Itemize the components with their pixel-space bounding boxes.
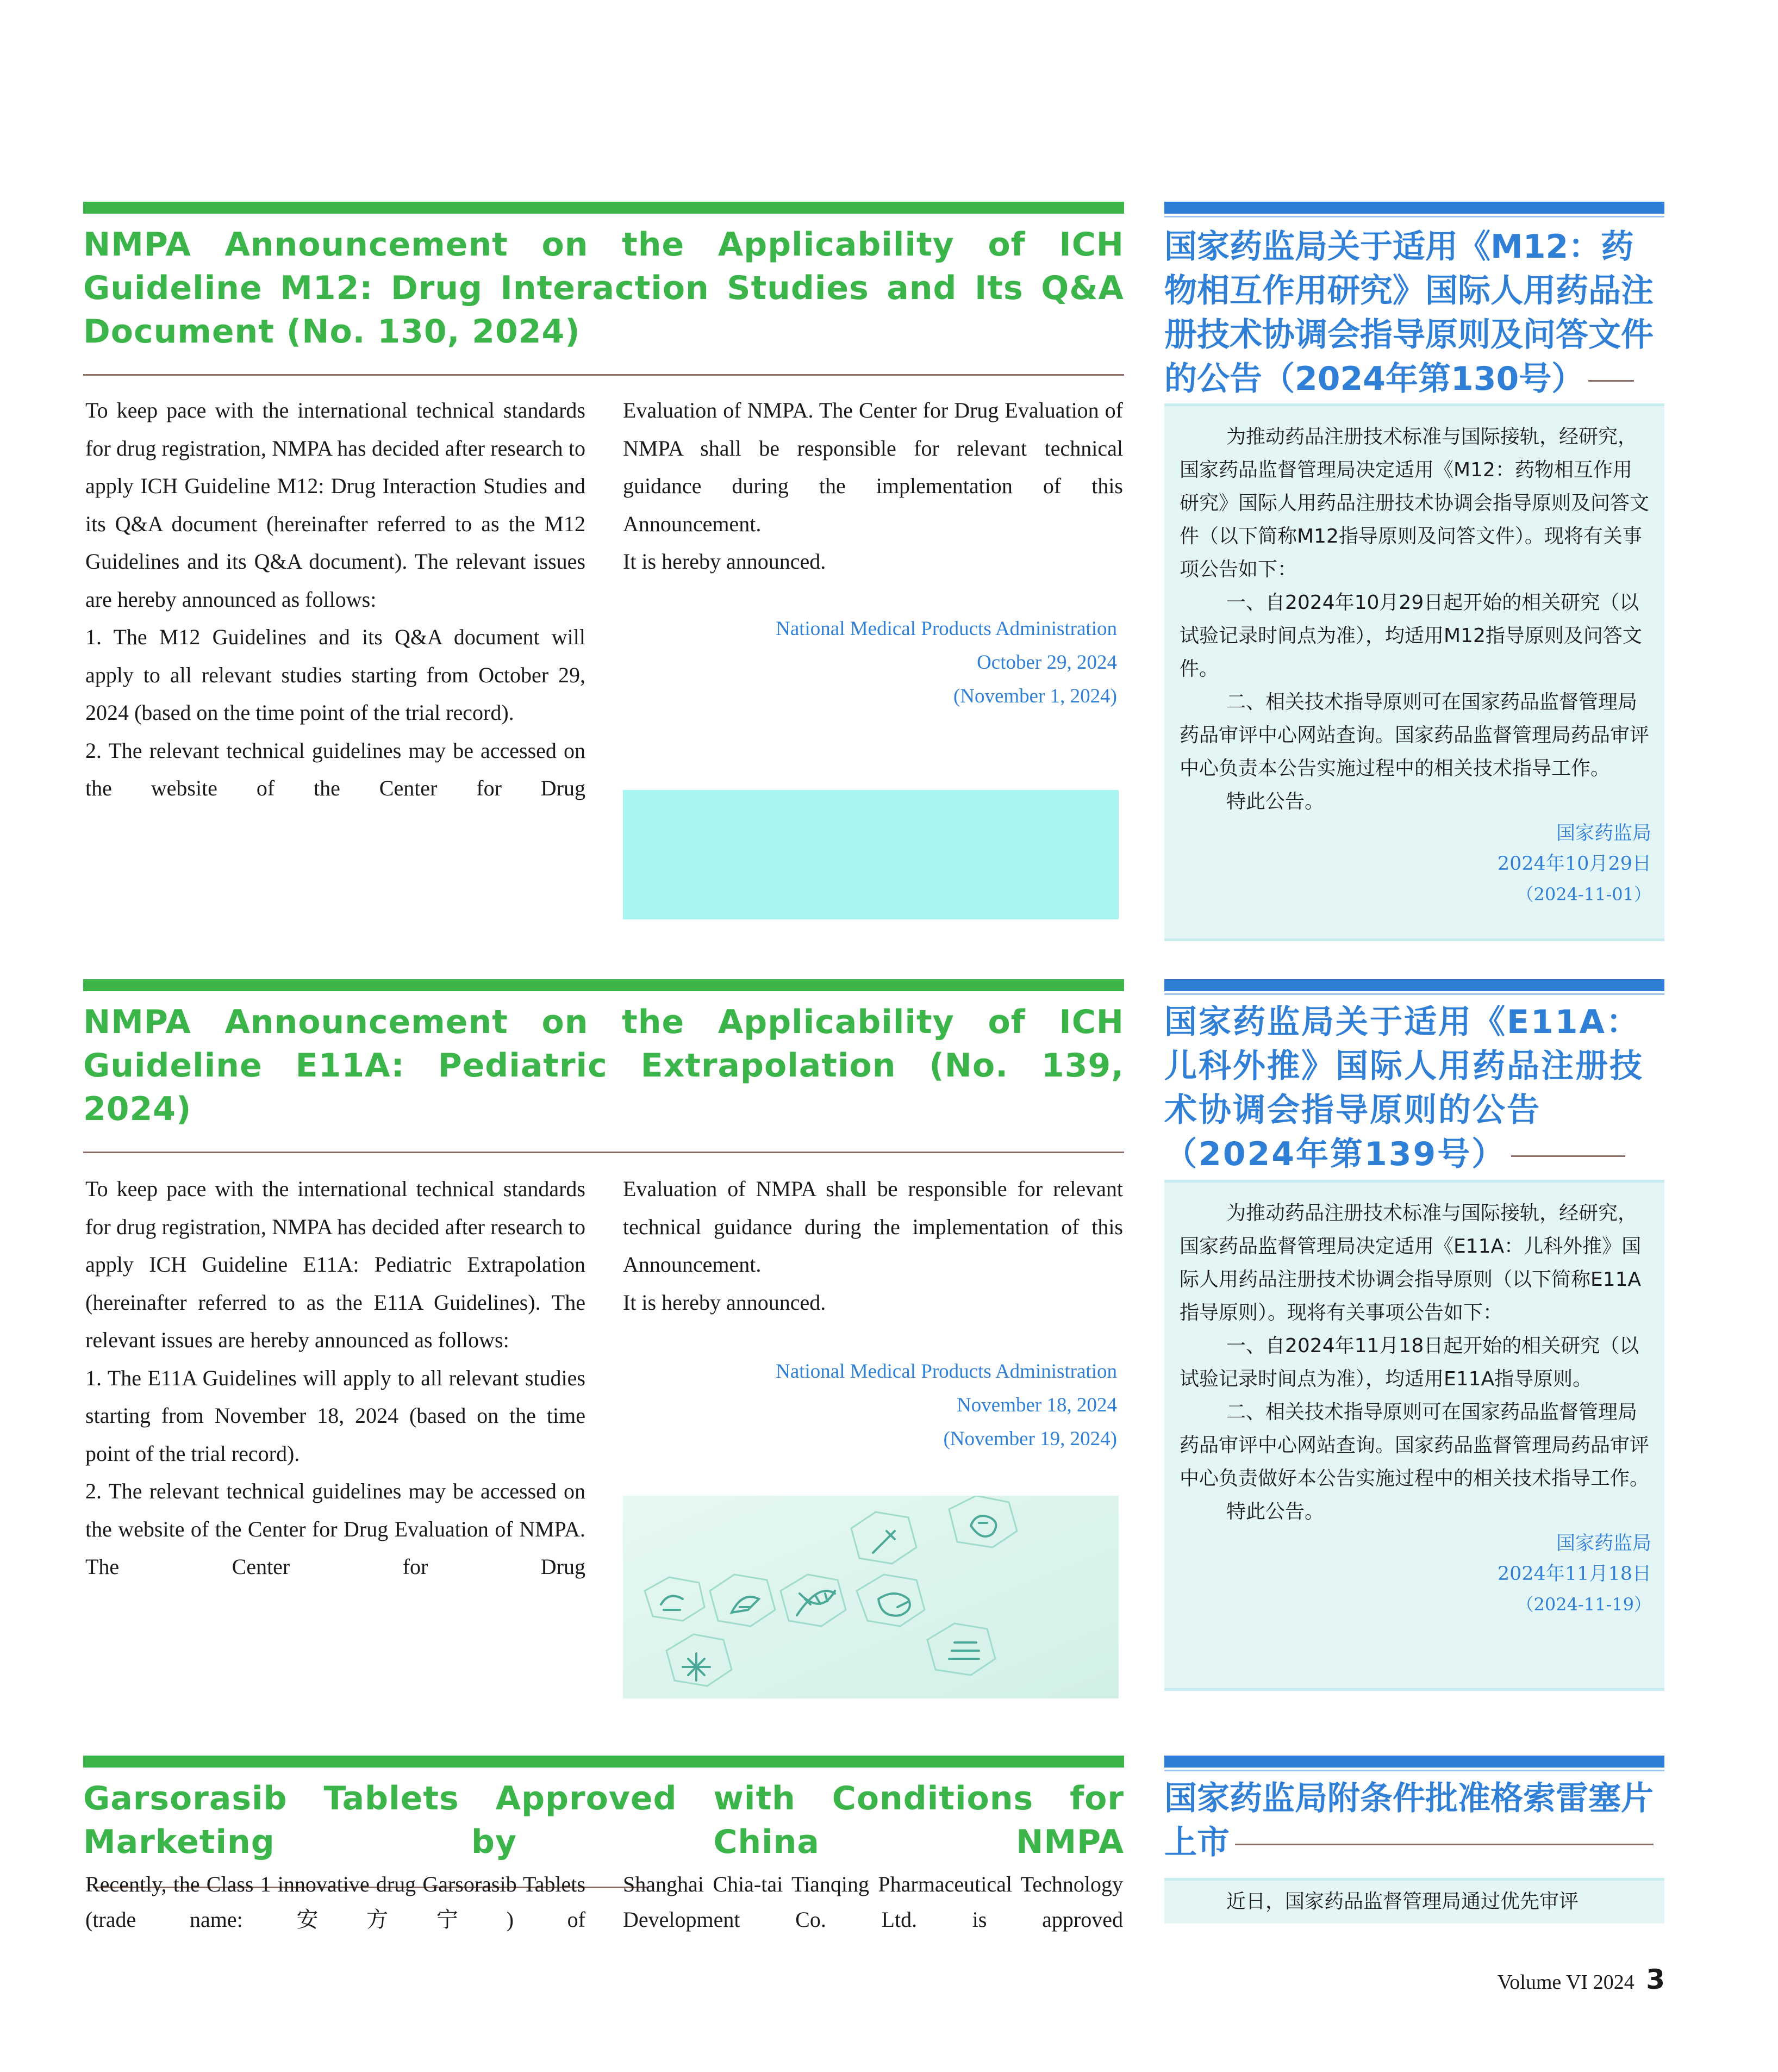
decorative-panel — [623, 790, 1119, 919]
signature-date: November 18, 2024 — [957, 1394, 1117, 1416]
signature-date: October 29, 2024 — [977, 651, 1117, 674]
page-number: 3 — [1646, 1964, 1665, 1995]
section-bar — [83, 202, 1124, 214]
paragraph: 2. The relevant technical guidelines may be accessed on the website of the Center for Drug Evaluation of NMPA. The Center for Drug — [85, 1479, 585, 1579]
paragraph: 1. The M12 Guidelines and its Q&A document will apply to all relevant studies starting from October 29, 2024 (based on the time point of the trial record). — [85, 625, 585, 725]
paragraph: To keep pace with the international technical standards for drug registration, NMPA has decided after research to apply ICH Guideline M12: Drug Interaction Studies and its Q&A document (hereinafter referred to as the M12 Guidelines and its Q&A document). The relevant issues are hereby announced as follows: — [85, 398, 585, 612]
zh-body — [1164, 1878, 1664, 1924]
article-title-zh — [1164, 225, 1664, 401]
signature-date: 2024年10月29日 — [1497, 853, 1651, 875]
paragraph: 二、相关技术指导原则可在国家药品监督管理局药品审评中心网站查询。国家药品监督管理局药品审评中心负责做好本公告实施过程中的相关技术指导工作。 — [1180, 1401, 1650, 1490]
paragraph: Shanghai Chia-tai Tianqing Pharmaceutical Technology Development Co. Ltd. is approved — [623, 1872, 1123, 1932]
article-body-right — [623, 391, 1123, 581]
signature — [617, 1355, 1117, 1456]
medical-hexagon-illustration — [623, 1496, 1119, 1698]
paragraph: 特此公告。 — [1226, 791, 1325, 813]
article-body-right — [623, 1866, 1123, 1937]
paragraph: 二、相关技术指导原则可在国家药品监督管理局药品审评中心网站查询。国家药品监督管理局药品审评中心负责本公告实施过程中的相关技术指导工作。 — [1180, 691, 1650, 780]
volume-label: Volume VI 2024 — [1497, 1971, 1634, 1994]
signature-date: 2024年11月18日 — [1497, 1563, 1651, 1585]
signature-org: National Medical Products Administration — [776, 1360, 1117, 1383]
paragraph: Evaluation of NMPA. The Center for Drug Evaluation of NMPA shall be responsible for relevant technical guidance during the implementation of this Announcement. — [623, 398, 1123, 536]
zh-body — [1164, 403, 1664, 941]
signature-pub-date: (November 19, 2024) — [943, 1428, 1117, 1450]
article-title-zh — [1164, 1777, 1664, 1865]
paragraph: 特此公告。 — [1226, 1501, 1325, 1523]
article-body-left — [85, 1170, 585, 1586]
signature-org: 国家药监局 — [1556, 823, 1651, 844]
paragraph: Recently, the Class 1 innovative drug Garsorasib Tablets (trade name: 安方宁) of — [85, 1872, 585, 1932]
paragraph: To keep pace with the international technical standards for drug registration, NMPA has decided after research to apply ICH Guideline E11A: Pediatric Extrapolation (hereinafter referred to as the E11A Guidelines). The relevant issues are hereby announced as follows: — [85, 1177, 585, 1352]
divider — [83, 374, 1124, 376]
article-title-zh — [1164, 1000, 1664, 1177]
paragraph: It is hereby announced. — [623, 549, 826, 574]
section-bar — [1164, 1756, 1664, 1768]
signature-pub-date: (November 1, 2024) — [953, 685, 1117, 707]
signature-pub-date: （2024-11-19） — [1516, 1594, 1651, 1615]
paragraph: 近日，国家药品监督管理局通过优先审评 — [1226, 1890, 1579, 1913]
title-text: 国家药监局关于适用《E11A：儿科外推》国际人用药品注册技术协调会指导原则的公告（2024年第139号） — [1164, 1003, 1644, 1173]
paragraph: It is hereby announced. — [623, 1290, 826, 1315]
signature-org: National Medical Products Administration — [776, 618, 1117, 640]
signature — [617, 612, 1117, 713]
article-body-left — [85, 1866, 585, 1937]
section-bar — [1164, 979, 1664, 991]
article-title: NMPA Announcement on the Applicability of ICH Guideline M12: Drug Interaction Studies and Its Q&A Document (No. 130, 2024) — [83, 226, 1124, 351]
paragraph: 一、自2024年10月29日起开始的相关研究（以试验记录时间点为准），均适用M12指导原则及问答文件。 — [1180, 592, 1642, 680]
paragraph: 一、自2024年11月18日起开始的相关研究（以试验记录时间点为准），均适用E11A指导原则。 — [1180, 1335, 1639, 1390]
paragraph: 为推动药品注册技术标准与国际接轨，经研究，国家药品监督管理局决定适用《M12：药物相互作用研究》国际人用药品注册技术协调会指导原则及问答文件（以下简称M12指导原则及问答文件）。现将有关事项公告如下： — [1180, 426, 1650, 581]
section-bar — [1164, 202, 1664, 214]
title-text: 国家药监局关于适用《M12：药物相互作用研究》国际人用药品注册技术协调会指导原则及问答文件的公告（2024年第130号） — [1164, 228, 1654, 398]
title-text: Garsorasib Tablets Approved with Conditions for Marketing by China NMPA — [83, 1779, 1124, 1861]
paragraph: 1. The E11A Guidelines will apply to all relevant studies starting from November 18, 2024 (based on the time point of the trial record). — [85, 1365, 585, 1466]
page-footer — [1498, 1966, 1665, 1996]
paragraph: 2. The relevant technical guidelines may be accessed on the website of the Center for Drug — [85, 738, 585, 800]
title-text: 国家药监局附条件批准格索雷塞片上市 — [1164, 1779, 1654, 1862]
article-body-right — [623, 1170, 1123, 1321]
divider — [83, 1152, 1124, 1153]
section-bar — [83, 1756, 1124, 1768]
zh-body — [1164, 1180, 1664, 1691]
section-bar — [83, 979, 1124, 991]
paragraph: Evaluation of NMPA shall be responsible for relevant technical guidance during the implementation of this Announcement. — [623, 1177, 1123, 1277]
paragraph: 为推动药品注册技术标准与国际接轨，经研究，国家药品监督管理局决定适用《E11A：儿科外推》国际人用药品注册技术协调会指导原则（以下简称E11A指导原则）。现将有关事项公告如下： — [1180, 1202, 1642, 1324]
article-body-left — [85, 391, 585, 807]
article-title: NMPA Announcement on the Applicability of ICH Guideline E11A: Pediatric Extrapolation (No. 139, 2024) — [83, 1003, 1124, 1128]
signature-org: 国家药监局 — [1556, 1533, 1651, 1554]
signature-pub-date: （2024-11-01） — [1516, 884, 1651, 905]
